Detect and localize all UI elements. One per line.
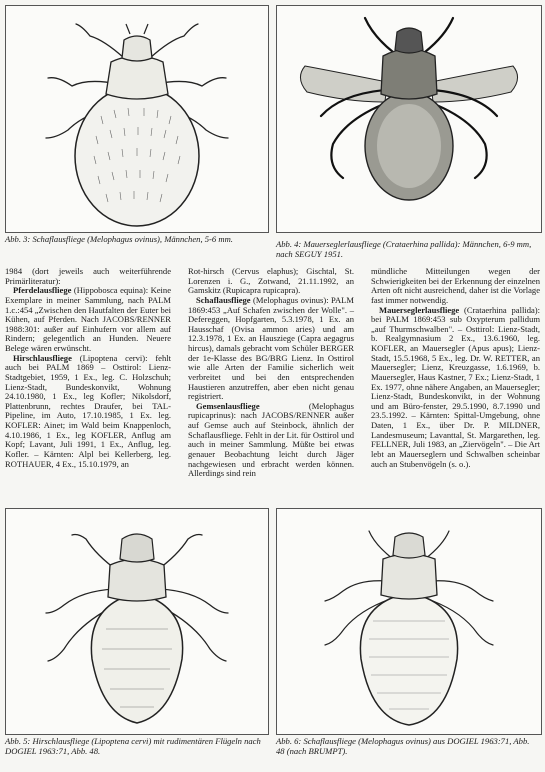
paragraph: Schaflausfliege (Melophagus ovinus): PALM 1869:453 „Auf Schafen zwischen der Wolle". – Defereggen, Hopfgarten, 5.3.1978, 1 Ex. an Hausschaf (Ovisa ammon aries) und am 12.3.1978, 1 Ex. an Hausziege (Capra aegagrus hircus), damals gebracht vom Schüler BERGER der 1e-Klasse des BG/BRG Lienz. In Osttirol wie alle Arten der Familie sicherlich weit verbreitet und bei den entsprechenden Haustieren anzutreffen, aber eben nicht genau registriert. bbox=[188, 294, 354, 402]
paragraph: 1984 (dort jeweils auch weiterführende Primärliteratur): bbox=[5, 266, 171, 286]
paragraph: Hirschlausfliege (Lipoptena cervi): fehlt auch bei PALM 1869 – Osttirol: Lienz-Stadtgebiet, 1959, 1 Ex., leg. C. Holzschuh; Lienz-Stadt, Bundeskonvikt, Wohnung 24.10.1980, 1 Ex., leg Kofler; Nikolsdorf, Plattenbrunn, rechtes Draufer, bei TAL-Pipeline, im Auto, 17.10.1985, 1 Ex. leg. KOFLER: Ainet; im Wald beim Knappenloch, 4.10.1986, 1 Ex., leg KOFLER, Anflug am Kopf; Lavant, Juli 1991, 1 Ex., Anflug, leg. Kofler. – Kärnten: Alpl bei Kellerberg, leg. ROTHAUER, 4 Ex., 15.10.1979, an bbox=[5, 352, 171, 469]
species-heading: Mauerseglerlausfliege bbox=[379, 304, 460, 315]
species-heading: Gemsenlausfliege bbox=[196, 400, 260, 411]
text-column-1 bbox=[5, 267, 171, 469]
figure-6-caption: Abb. 6: Schaflausfliege (Melophagus ovinus) aus DOGIEL 1963:71, Abb. 48 (nach BRUMPT). bbox=[276, 736, 530, 757]
species-heading: Pferdelausfliege bbox=[13, 285, 72, 296]
figure-6-drawing bbox=[276, 508, 542, 735]
species-heading: Hirschlausfliege bbox=[13, 352, 72, 363]
figure-5-drawing bbox=[5, 508, 269, 735]
figure-4-drawing bbox=[276, 5, 542, 233]
text-column-2 bbox=[188, 267, 354, 479]
species-heading: Schaflausfliege bbox=[196, 294, 251, 305]
paragraph: Pferdelausfliege (Hippobosca equina): Keine Exemplare in meiner Sammlung, nach PALM 1.c.:454 „Zwischen den Hautfalten der Euter bei Kühen, auf Pferden. Nach JACOBS/RENNER 1988:301: außer auf Einhufern vor allem auf Rindern; gelegentlich an Hunden. Neuere Belege wären erwünscht. bbox=[5, 285, 171, 353]
paragraph: mündliche Mitteilungen wegen der Schwierigkeiten bei der Erkennung der einzelnen Arten oft nicht ausreichend, daher ist die Vorlage fast immer notwendig. bbox=[371, 266, 540, 305]
figure-3-drawing bbox=[5, 5, 269, 233]
paragraph: Gemsenlausfliege (Melophagus rupicaprinus): nach JACOBS/RENNER außer auf Gemse auch auf Steinbock, ähnlich der Schaflausfliege. Fehlt in der Lit. für Osttirol und auch in meiner Sammlung. Müßte bei etwas genauer Beobachtung leicht durch Jäger nachgewiesen und erbracht werden können. Allerdings sind rein bbox=[188, 400, 354, 479]
figure-3-caption: Abb. 3: Schaflausfliege (Melophagus ovinus), Männchen, 5-6 mm. bbox=[5, 234, 233, 244]
paragraph: Rot-hirsch (Cervus elaphus); Gischtal, St. Lorenzen i. G., Zotwand, 21.11.1992, an Gamskitz (Rupicapra rupicapra). bbox=[188, 266, 354, 296]
figure-5-caption: Abb. 5: Hirschlausfliege (Lipoptena cervi) mit rudimentären Flügeln nach DOGIEL 1963:71, Abb. 48. bbox=[5, 736, 261, 757]
figure-4-caption: Abb. 4: Mauerseglerlausfliege (Crataerhina pallida): Männchen, 6-9 mm, nach SEGUY 1951. bbox=[276, 239, 532, 260]
paragraph: Mauerseglerlausfliege (Crataerhina pallida): bei PALM 1869:453 sub Oxypterum pallidum „auf Thurmschwalben". – Osttirol: Lienz-Stadt, b. Realgymnasium 2 Ex., 13.6.1960, leg. KOFLER, an Mauersegler (Apus apus); Lienz-Stadt, 15.5.1968, 5 Ex., leg. Dr. W. RETTER, an Mauersegler; Lienz, Kreuzgasse, 1.6.1969, b. Mauersegler, Haus Kastner, 7 Ex.; Lienz-Stadt, 1 Ex. 1977, ohne nähere Angaben, an Mauersegler; Lienz-Stadt, Bundeskonvikt, in der Wohnung und am Büro-fenster, 29.5.1990, 8.7.1990 und 23.5.1992. – Kärnten: Spittal-Umgebung, ohne Daten, 1 Ex., über Dr. P. MILDNER, Landesmuseum; Lavanttal, St. Margarethen, leg. FELLNER, Juli 1983, an „Ziervögeln". – Die Art lebt an Mauerseglern und Schwalben scheinbar auch an Stubenvögeln (s. o.). bbox=[371, 304, 540, 469]
text-column-3 bbox=[371, 267, 540, 469]
